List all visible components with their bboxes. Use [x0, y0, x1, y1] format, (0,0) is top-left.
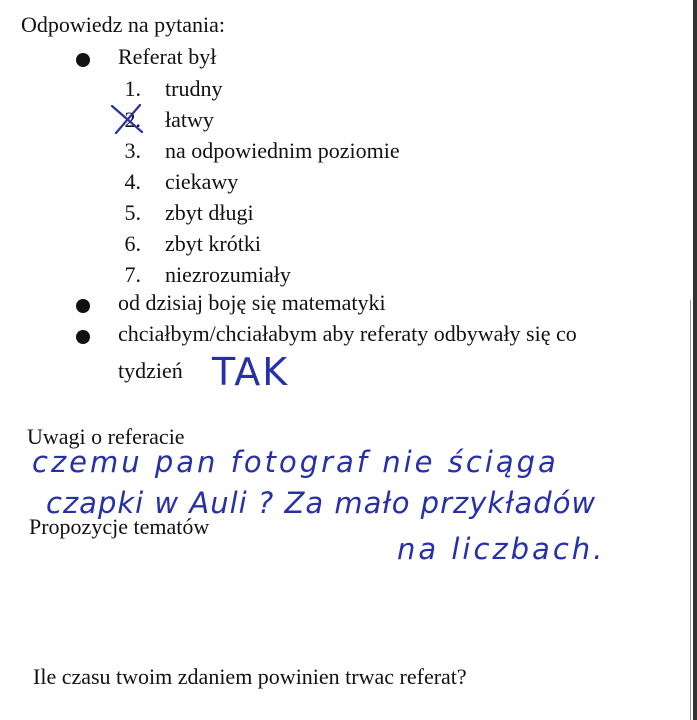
scan-edge-inner	[690, 300, 691, 720]
option-number: 6.	[124, 231, 141, 256]
option-number: 2.	[124, 107, 141, 132]
handwritten-remark-line: na liczbach.	[397, 532, 606, 566]
option-number: 7.	[124, 262, 141, 287]
question-referat-label: Referat był	[118, 44, 217, 69]
remarks-label: Uwagi o referacie	[27, 424, 185, 449]
scan-edge	[693, 0, 697, 720]
topics-label: Propozycje tematów	[29, 514, 210, 539]
question-fear-label: od dzisiaj boję się matematyki	[118, 290, 386, 315]
handwritten-remark-line: czemu pan fotograf nie ściąga	[32, 445, 559, 479]
option-number: 5.	[124, 200, 141, 225]
option-label: łatwy	[165, 107, 214, 132]
option-label: trudny	[165, 76, 223, 101]
bullet-icon	[76, 53, 90, 67]
option-label: ciekawy	[165, 169, 239, 194]
handwritten-remark-line: czapki w Auli ? Za mało przykładów	[46, 486, 597, 520]
question-weekly-label-continued: tydzień	[118, 358, 183, 383]
question-weekly-label: chciałbym/chciałabym aby referaty odbywały się co	[118, 321, 577, 346]
option-number: 4.	[124, 169, 141, 194]
option-label: niezrozumiały	[165, 262, 291, 287]
selected-cross-mark	[108, 102, 148, 136]
handwritten-answer-tak: TAK	[212, 350, 290, 394]
option-number: 3.	[124, 138, 141, 163]
option-label: zbyt krótki	[165, 231, 261, 256]
option-number: 1.	[124, 76, 141, 101]
survey-heading: Odpowiedz na pytania:	[21, 12, 226, 37]
option-label: zbyt długi	[165, 200, 254, 225]
option-label: na odpowiednim poziomie	[165, 138, 400, 163]
bullet-icon	[76, 299, 90, 313]
duration-question-label: Ile czasu twoim zdaniem powinien trwac referat?	[33, 664, 467, 689]
bullet-icon	[76, 330, 90, 344]
